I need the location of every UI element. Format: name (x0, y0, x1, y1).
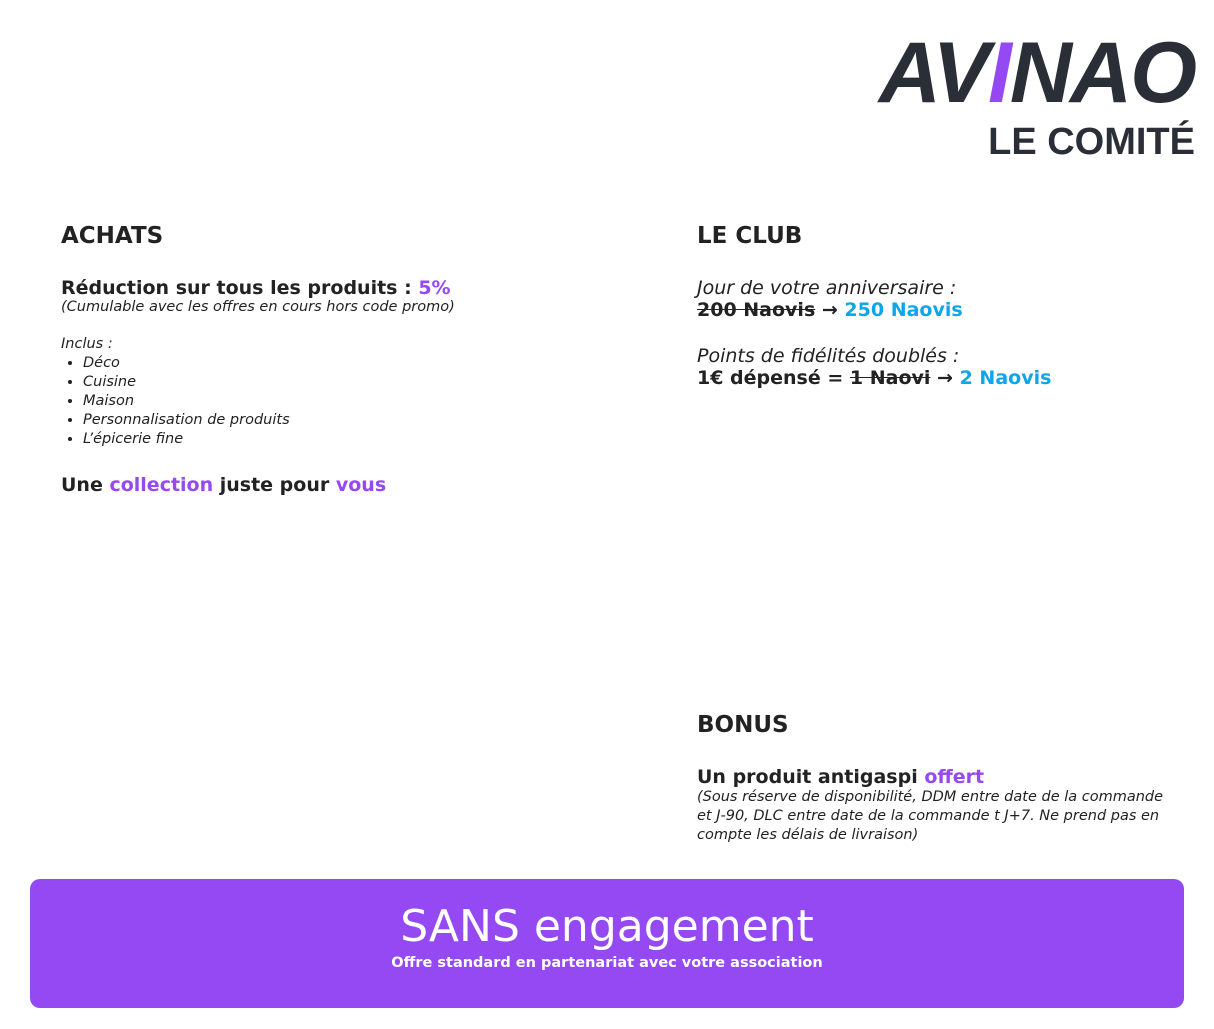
banner (30, 879, 1184, 1008)
discount-value: 5% (418, 277, 451, 299)
bonus-note: (Sous réserve de disponibilité, DDM entre date de la commande et J-90, DLC entre date de la commande t J+7. Ne prend pas en compte les délais de livraison) (697, 789, 1164, 843)
t: Une (61, 474, 110, 496)
achats-section (61, 223, 641, 496)
birthday-line (697, 299, 1177, 321)
arrow: → (930, 367, 960, 389)
t: vous (335, 474, 387, 496)
bonus-label: Un produit antigaspi (697, 766, 925, 788)
club-section (697, 223, 1177, 389)
prefix: 1€ dépensé = (697, 367, 850, 389)
banner-title: SANS engagement (400, 901, 814, 952)
banner-subtitle: Offre standard en partenariat avec votre association (391, 955, 823, 972)
old-value: 200 Naovis (697, 299, 816, 321)
list-item: • Déco (83, 354, 641, 373)
included-label: Inclus : (61, 336, 113, 352)
discount-note: (Cumulable avec les offres en cours hors code promo) (61, 299, 455, 315)
logo (800, 18, 1195, 163)
bonus-title: BONUS (697, 712, 789, 738)
included-list (61, 354, 641, 449)
loyalty-line (697, 367, 1177, 389)
new-value: 2 Naovis (959, 367, 1052, 389)
logo-subtitle: LE COMITÉ (988, 121, 1195, 163)
birthday-label: Jour de votre anniversaire : (697, 277, 957, 299)
t: collection (109, 474, 214, 496)
list-item: • Cuisine (83, 373, 641, 392)
discount-label: Réduction sur tous les produits : (61, 277, 419, 299)
loyalty-label: Points de fidélités doublés : (697, 345, 960, 367)
logo-wordmark: AVINAO (878, 25, 1195, 121)
achats-title: ACHATS (61, 223, 164, 249)
bonus-section (697, 712, 1167, 845)
club-title: LE CLUB (697, 223, 803, 249)
bonus-value: offert (924, 766, 985, 788)
list-item: • Personnalisation de produits (83, 411, 641, 430)
discount-line (61, 277, 641, 299)
list-item: • Maison (83, 392, 641, 411)
new-value: 250 Naovis (844, 299, 963, 321)
list-item: • L’épicerie fine (83, 430, 641, 449)
old-value: 1 Naovi (849, 367, 931, 389)
t: juste pour (213, 474, 336, 496)
collection-line (61, 474, 641, 496)
bonus-line (697, 766, 1167, 788)
arrow: → (815, 299, 845, 321)
